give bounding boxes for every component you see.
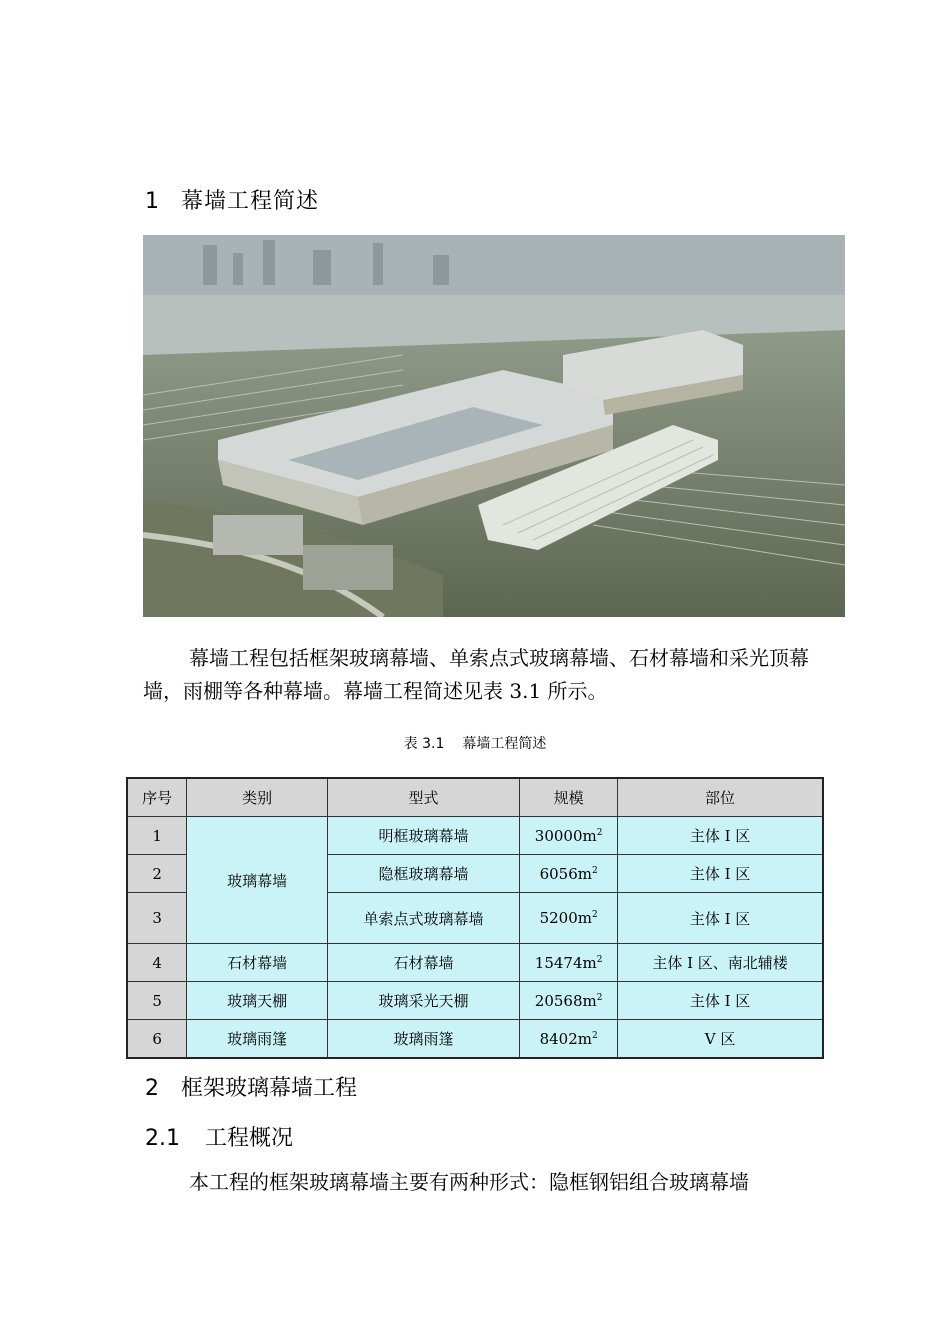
section-number: 2 <box>145 1076 159 1101</box>
row-scale <box>520 1020 618 1059</box>
row-category: 玻璃雨篷 <box>187 1020 328 1059</box>
scale-value: 15474m <box>534 953 597 972</box>
row-category: 玻璃幕墙 <box>187 817 328 944</box>
subsection-title: 工程概况 <box>205 1126 294 1151</box>
scale-value: 20568m <box>534 991 597 1010</box>
section-2-1-heading <box>145 1121 293 1152</box>
row-type: 玻璃采光天棚 <box>327 982 519 1020</box>
station-aerial-photo <box>143 235 845 617</box>
row-location: 主体 I 区 <box>618 982 823 1020</box>
row-number: 4 <box>127 944 187 982</box>
table-row <box>127 1020 823 1059</box>
row-type: 单索点式玻璃幕墙 <box>327 893 519 944</box>
table-caption-title: 幕墙工程简述 <box>462 736 547 752</box>
header-scale: 规模 <box>520 778 618 817</box>
table-row <box>127 982 823 1020</box>
unit-superscript: 2 <box>596 827 603 838</box>
section-1-heading <box>145 184 319 215</box>
section-title: 框架玻璃幕墙工程 <box>181 1076 358 1101</box>
section-number: 1 <box>145 189 160 214</box>
table-row <box>127 817 823 855</box>
section-2-heading <box>145 1071 357 1102</box>
scale-value: 5200m <box>539 909 592 927</box>
row-scale <box>520 944 618 982</box>
row-location: 主体 I 区 <box>618 855 823 893</box>
row-scale <box>520 817 618 855</box>
row-type: 石材幕墙 <box>327 944 519 982</box>
table-row <box>127 944 823 982</box>
header-category: 类别 <box>187 778 328 817</box>
row-number: 3 <box>127 893 187 944</box>
row-number: 6 <box>127 1020 187 1059</box>
row-location: V 区 <box>618 1020 823 1059</box>
table-header-row <box>127 778 823 817</box>
row-type: 隐框玻璃幕墙 <box>327 855 519 893</box>
header-location: 部位 <box>618 778 823 817</box>
scale-value: 8402m <box>539 1029 592 1048</box>
intro-paragraph: 幕墙工程包括框架玻璃幕墙、单索点式玻璃幕墙、石材幕墙和采光顶幕墙，雨棚等各种幕墙。幕墙工程简述见表 3.1 所示。 <box>143 646 809 703</box>
body-paragraph: 本工程的框架玻璃幕墙主要有两种形式：隐框钢铝组合玻璃幕墙 <box>189 1170 749 1194</box>
row-scale <box>520 982 618 1020</box>
subsection-number: 2.1 <box>145 1126 180 1151</box>
row-type: 明框玻璃幕墙 <box>327 817 519 855</box>
row-location: 主体 I 区 <box>618 893 823 944</box>
row-location: 主体 I 区 <box>618 817 823 855</box>
header-no: 序号 <box>127 778 187 817</box>
row-category: 石材幕墙 <box>187 944 328 982</box>
header-type: 型式 <box>327 778 519 817</box>
unit-superscript: 2 <box>596 954 603 965</box>
unit-superscript: 2 <box>591 910 598 920</box>
row-type: 玻璃雨篷 <box>327 1020 519 1059</box>
row-scale <box>520 893 618 944</box>
section-title: 幕墙工程简述 <box>181 189 320 214</box>
station-rendering-image <box>143 235 845 617</box>
scale-value: 6056m <box>539 864 592 883</box>
table-caption <box>0 733 950 753</box>
row-number: 5 <box>127 982 187 1020</box>
table-caption-number: 表 3.1 <box>403 736 445 752</box>
row-number: 1 <box>127 817 187 855</box>
scale-value: 30000m <box>534 826 597 845</box>
row-category: 玻璃天棚 <box>187 982 328 1020</box>
unit-superscript: 2 <box>596 992 603 1003</box>
unit-superscript: 2 <box>591 865 598 876</box>
row-number: 2 <box>127 855 187 893</box>
row-scale <box>520 855 618 893</box>
curtain-wall-summary-table <box>126 777 824 1059</box>
row-location: 主体 I 区、南北辅楼 <box>618 944 823 982</box>
unit-superscript: 2 <box>591 1030 598 1041</box>
